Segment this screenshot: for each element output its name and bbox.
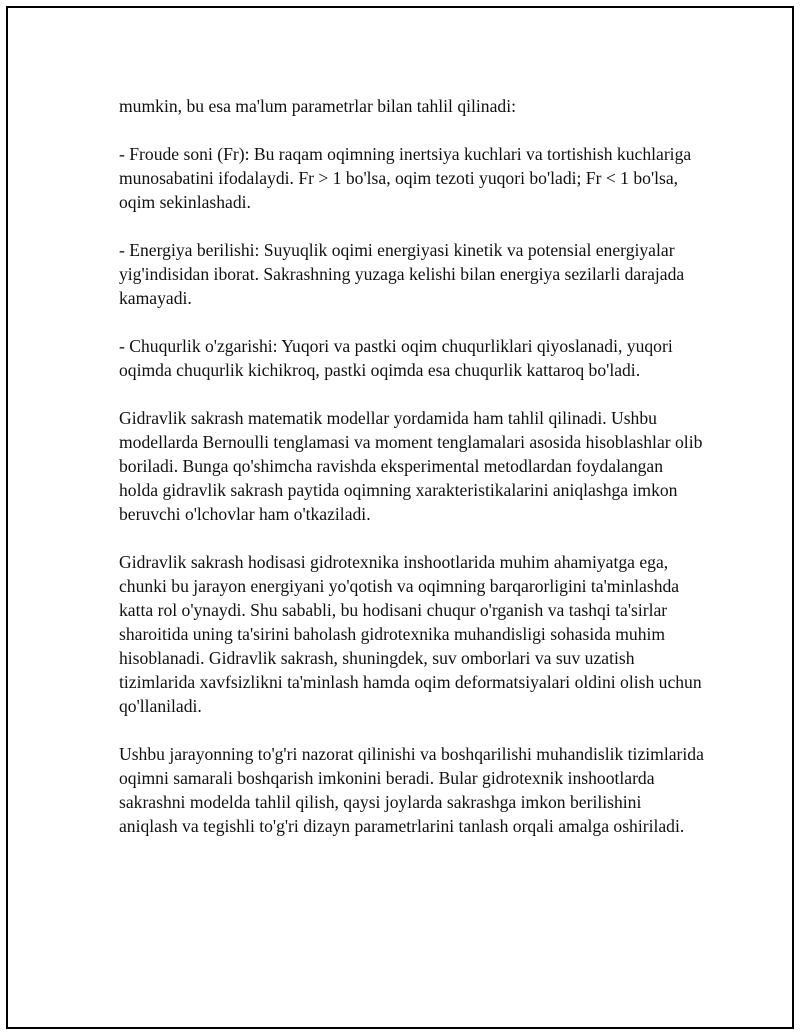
paragraph-mathematical-models: Gidravlik sakrash matematik modellar yordamida ham tahlil qilinadi. Ushbu modellarda Bernoulli tenglamasi va moment tenglamalari asosida hisoblashlar olib boriladi. Bunga qo'shimcha ravishda eksperimental metodlardan foydalangan holda gidravlik sakrash paytida oqimning xarakteristikalarini aniqlashga imkon beruvchi o'lchovlar ham o'tkaziladi.: [119, 408, 703, 524]
page-border: [6, 6, 794, 1029]
paragraph-importance: Gidravlik sakrash hodisasi gidrotexnika inshootlarida muhim ahamiyatga ega, chunki bu jarayon energiyani yo'qotish va oqimning barqarorligini ta'minlashda katta rol o'ynaydi. Shu sababli, bu hodisani chuqur o'rganish va tashqi ta'sirlar sharoitida uning ta'sirini baholash gidrotexnika muhandisligi sohasida muhim hisoblanadi. Gidravlik sakrash, shuningdek, suv omborlari va suv uzatish tizimlarida xavfsizlikni ta'minlash hamda oqim deformatsiyalari oldini olish uchun qo'llaniladi.: [119, 552, 702, 716]
bullet-froude-number: - Froude soni (Fr): Bu raqam oqimning inertsiya kuchlari va tortishish kuchlariga munosabatini ifodalaydi. Fr > 1 bo'lsa, oqim tezoti yuqori bo'ladi; Fr < 1 bo'lsa, oqim sekinlashadi.: [119, 144, 692, 212]
paragraph-intro: mumkin, bu esa ma'lum parametrlar bilan tahlil qilinadi:: [119, 96, 516, 116]
bullet-depth-change: - Chuqurlik o'zgarishi: Yuqori va pastki oqim chuqurliklari qiyoslanadi, yuqori oqimda chuqurlik kichikroq, pastki oqimda esa chuqurlik kattaroq bo'ladi.: [119, 336, 673, 380]
paragraph-control: Ushbu jarayonning to'g'ri nazorat qilinishi va boshqarilishi muhandislik tizimlarida oqimni samarali boshqarish imkonini beradi. Bular gidrotexnik inshootlarda sakrashni modelda tahlil qilish, qaysi joylarda sakrashga imkon berilishini aniqlash va tegishli to'g'ri dizayn parametrlarini tanlash orqali amalga oshiriladi.: [119, 744, 704, 836]
bullet-energy: - Energiya berilishi: Suyuqlik oqimi energiyasi kinetik va potensial energiyalar yig'indisidan iborat. Sakrashning yuzaga kelishi bilan energiya sezilarli darajada kamayadi.: [119, 240, 685, 308]
document-body: [119, 94, 704, 862]
